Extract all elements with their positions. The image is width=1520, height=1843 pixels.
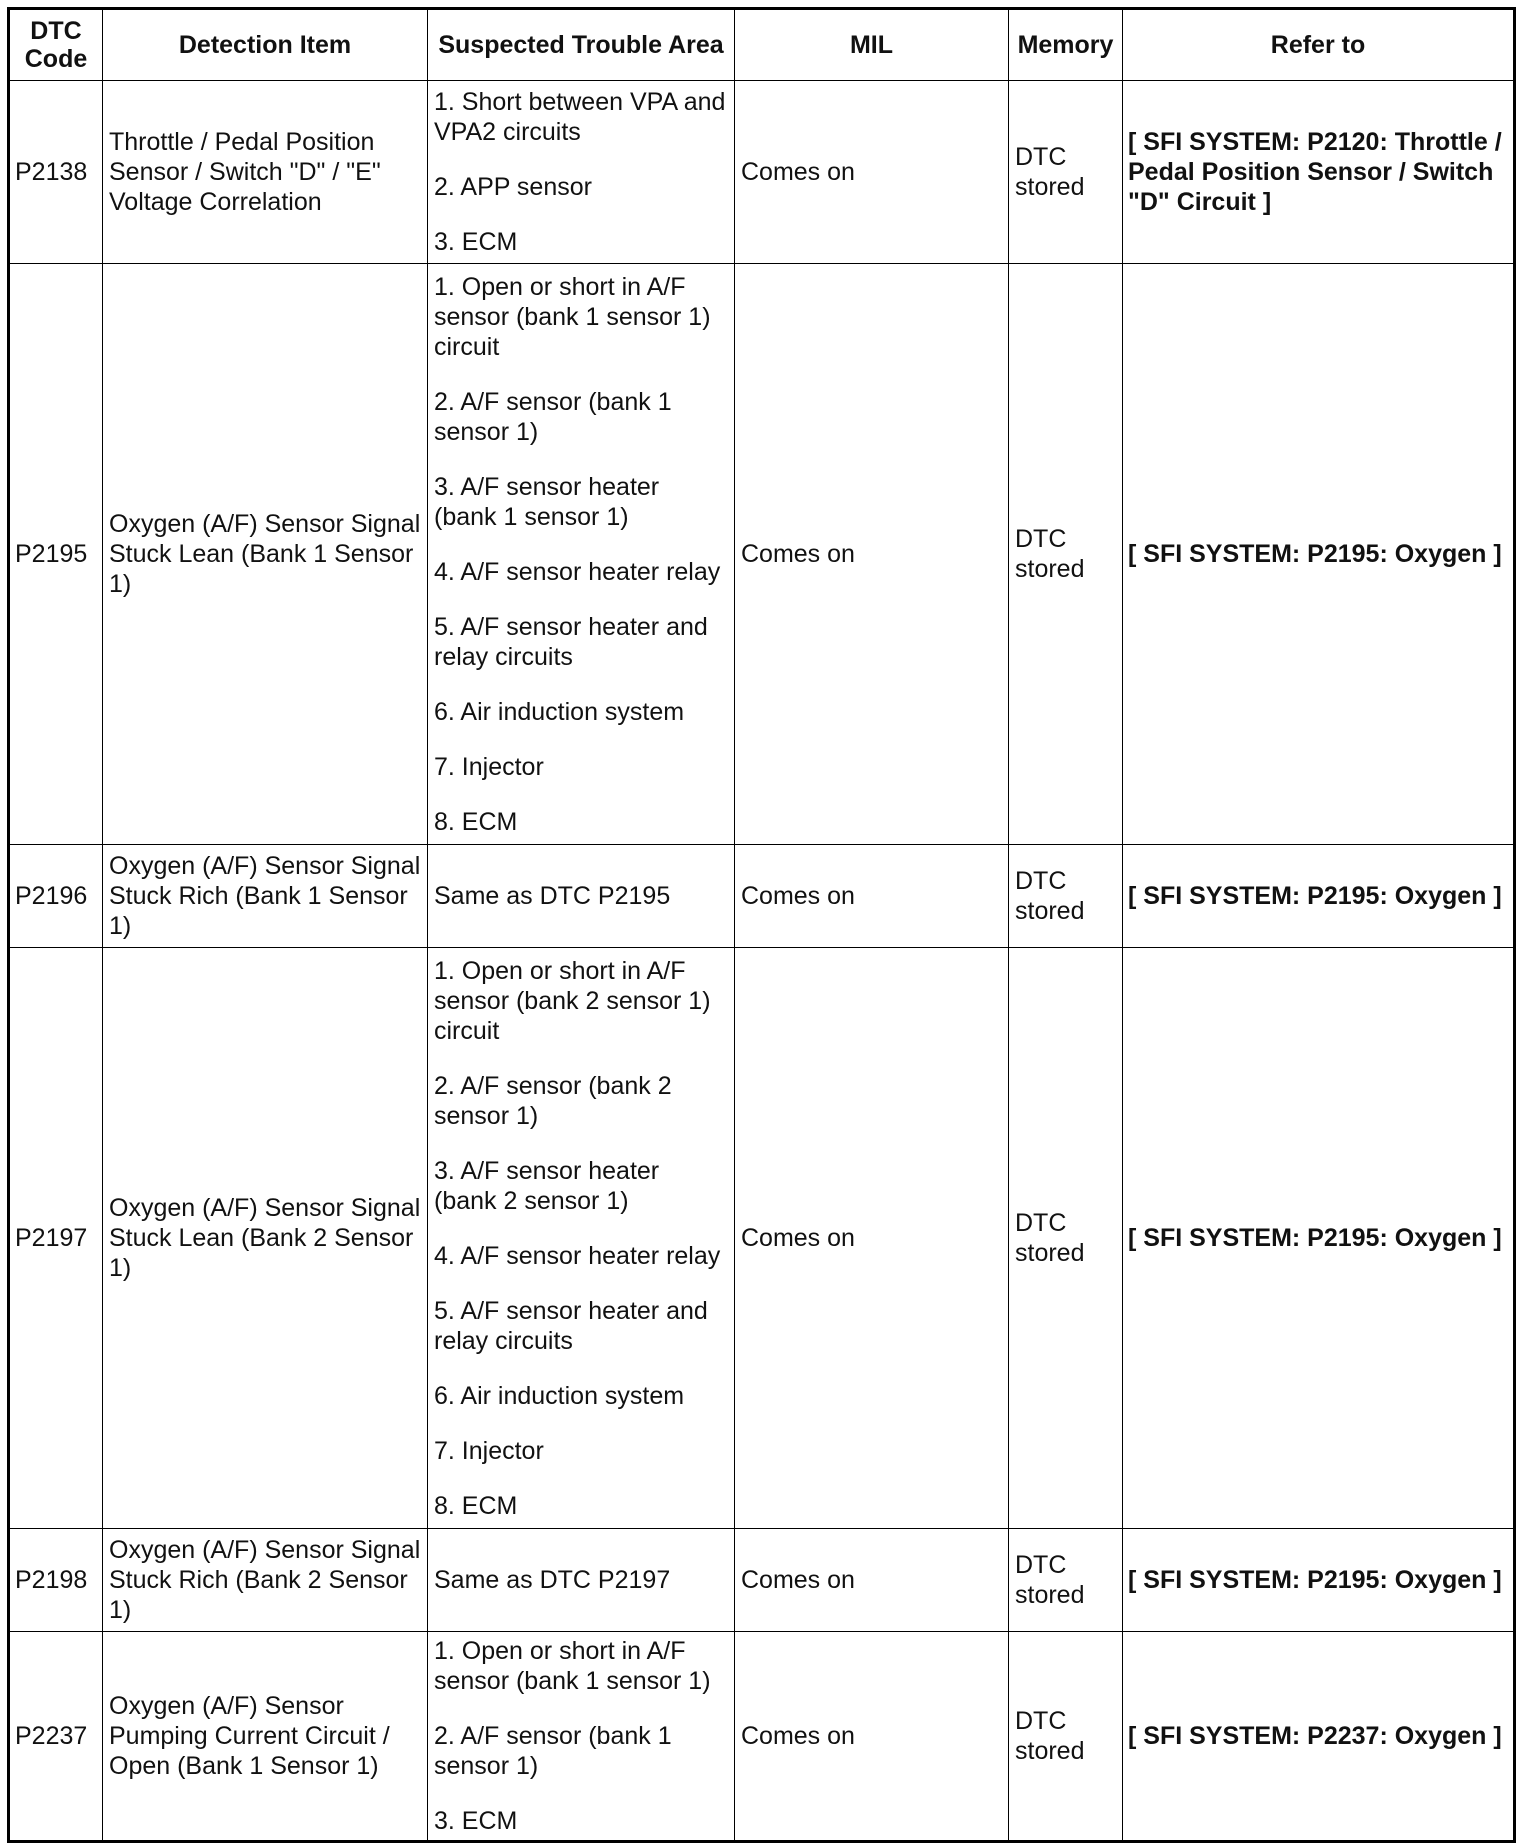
- header-refer-to: Refer to: [1123, 9, 1515, 81]
- table-row: [9, 1632, 1515, 1842]
- suspected-trouble-area-cell: [428, 948, 735, 1529]
- refer-to-cell: [ SFI SYSTEM: P2195: Oxygen ]: [1123, 948, 1515, 1529]
- trouble-area-item: 3. A/F sensor heater (bank 2 sensor 1): [434, 1156, 660, 1215]
- suspected-trouble-area-cell: [428, 81, 735, 264]
- header-mil: MIL: [735, 9, 1009, 81]
- dtc-table: [7, 7, 1516, 1843]
- dtc-code-cell: P2197: [9, 948, 103, 1529]
- table-row: [9, 948, 1515, 1529]
- trouble-area-item: Same as DTC P2195: [434, 882, 671, 910]
- suspected-trouble-area-cell: [428, 845, 735, 948]
- detection-item-cell: Oxygen (A/F) Sensor Signal Stuck Rich (Bank 2 Sensor 1): [103, 1529, 428, 1632]
- detection-item-cell: Oxygen (A/F) Sensor Pumping Current Circuit / Open (Bank 1 Sensor 1): [103, 1632, 428, 1842]
- memory-cell: DTC stored: [1009, 1632, 1123, 1842]
- trouble-area-item: 6. Air induction system: [434, 1381, 685, 1410]
- header-dtc-code: DTC Code: [9, 9, 103, 81]
- mil-cell: Comes on: [735, 264, 1009, 845]
- trouble-area-item: 5. A/F sensor heater and relay circuits: [434, 1296, 708, 1355]
- detection-item-cell: Throttle / Pedal Position Sensor / Switch "D" / "E" Voltage Correlation: [103, 81, 428, 264]
- dtc-code-cell: P2237: [9, 1632, 103, 1842]
- trouble-area-item: 4. A/F sensor heater relay: [434, 557, 721, 586]
- trouble-area-list: [434, 87, 728, 257]
- trouble-area-item: 6. Air induction system: [434, 697, 685, 726]
- trouble-area-item: 7. Injector: [434, 752, 544, 781]
- trouble-area-item: 3. A/F sensor heater (bank 1 sensor 1): [434, 472, 660, 531]
- detection-item-cell: Oxygen (A/F) Sensor Signal Stuck Rich (Bank 1 Sensor 1): [103, 845, 428, 948]
- trouble-area-item: 1. Open or short in A/F sensor (bank 1 sensor 1): [434, 1637, 711, 1695]
- dtc-code-cell: P2196: [9, 845, 103, 948]
- refer-to-cell: [ SFI SYSTEM: P2237: Oxygen ]: [1123, 1632, 1515, 1842]
- trouble-area-item: 3. ECM: [434, 1807, 518, 1835]
- detection-item-cell: Oxygen (A/F) Sensor Signal Stuck Lean (Bank 1 Sensor 1): [103, 264, 428, 845]
- trouble-area-list: [434, 956, 728, 1521]
- suspected-trouble-area-cell: [428, 264, 735, 845]
- mil-cell: Comes on: [735, 845, 1009, 948]
- detection-item-cell: Oxygen (A/F) Sensor Signal Stuck Lean (Bank 2 Sensor 1): [103, 948, 428, 1529]
- memory-cell: DTC stored: [1009, 948, 1123, 1529]
- memory-cell: DTC stored: [1009, 264, 1123, 845]
- table-row: [9, 845, 1515, 948]
- trouble-area-item: 8. ECM: [434, 807, 518, 836]
- mil-cell: Comes on: [735, 81, 1009, 264]
- refer-to-cell: [ SFI SYSTEM: P2195: Oxygen ]: [1123, 264, 1515, 845]
- memory-cell: DTC stored: [1009, 1529, 1123, 1632]
- memory-cell: DTC stored: [1009, 81, 1123, 264]
- trouble-area-item: 7. Injector: [434, 1436, 544, 1465]
- table-body: [9, 81, 1515, 1842]
- trouble-area-item: 2. A/F sensor (bank 1 sensor 1): [434, 387, 672, 446]
- trouble-area-item: 1. Short between VPA and VPA2 circuits: [434, 88, 726, 146]
- table-row: [9, 264, 1515, 845]
- refer-to-cell: [ SFI SYSTEM: P2195: Oxygen ]: [1123, 845, 1515, 948]
- trouble-area-item: 3. ECM: [434, 228, 518, 256]
- refer-to-cell: [ SFI SYSTEM: P2120: Throttle / Pedal Position Sensor / Switch "D" Circuit ]: [1123, 81, 1515, 264]
- header-memory: Memory: [1009, 9, 1123, 81]
- trouble-area-item: 2. A/F sensor (bank 2 sensor 1): [434, 1071, 672, 1130]
- trouble-area-list: [434, 272, 728, 837]
- suspected-trouble-area-cell: [428, 1632, 735, 1842]
- refer-to-cell: [ SFI SYSTEM: P2195: Oxygen ]: [1123, 1529, 1515, 1632]
- trouble-area-item: 4. A/F sensor heater relay: [434, 1241, 721, 1270]
- header-suspected-trouble-area: Suspected Trouble Area: [428, 9, 735, 81]
- mil-cell: Comes on: [735, 1632, 1009, 1842]
- dtc-code-cell: P2195: [9, 264, 103, 845]
- mil-cell: Comes on: [735, 948, 1009, 1529]
- mil-cell: Comes on: [735, 1529, 1009, 1632]
- trouble-area-list: [434, 1636, 728, 1836]
- suspected-trouble-area-cell: [428, 1529, 735, 1632]
- trouble-area-item: 2. APP sensor: [434, 173, 592, 201]
- table-row: [9, 81, 1515, 264]
- trouble-area-item: 5. A/F sensor heater and relay circuits: [434, 612, 708, 671]
- trouble-area-item: 1. Open or short in A/F sensor (bank 1 sensor 1) circuit: [434, 272, 711, 361]
- trouble-area-item: 8. ECM: [434, 1491, 518, 1520]
- trouble-area-item: Same as DTC P2197: [434, 1566, 671, 1594]
- table-row: [9, 1529, 1515, 1632]
- trouble-area-item: 2. A/F sensor (bank 1 sensor 1): [434, 1722, 672, 1780]
- dtc-code-cell: P2198: [9, 1529, 103, 1632]
- memory-cell: DTC stored: [1009, 845, 1123, 948]
- dtc-code-cell: P2138: [9, 81, 103, 264]
- trouble-area-item: 1. Open or short in A/F sensor (bank 2 sensor 1) circuit: [434, 956, 711, 1045]
- header-row: [9, 9, 1515, 81]
- trouble-area-list: [434, 1565, 728, 1595]
- header-detection-item: Detection Item: [103, 9, 428, 81]
- trouble-area-list: [434, 881, 728, 911]
